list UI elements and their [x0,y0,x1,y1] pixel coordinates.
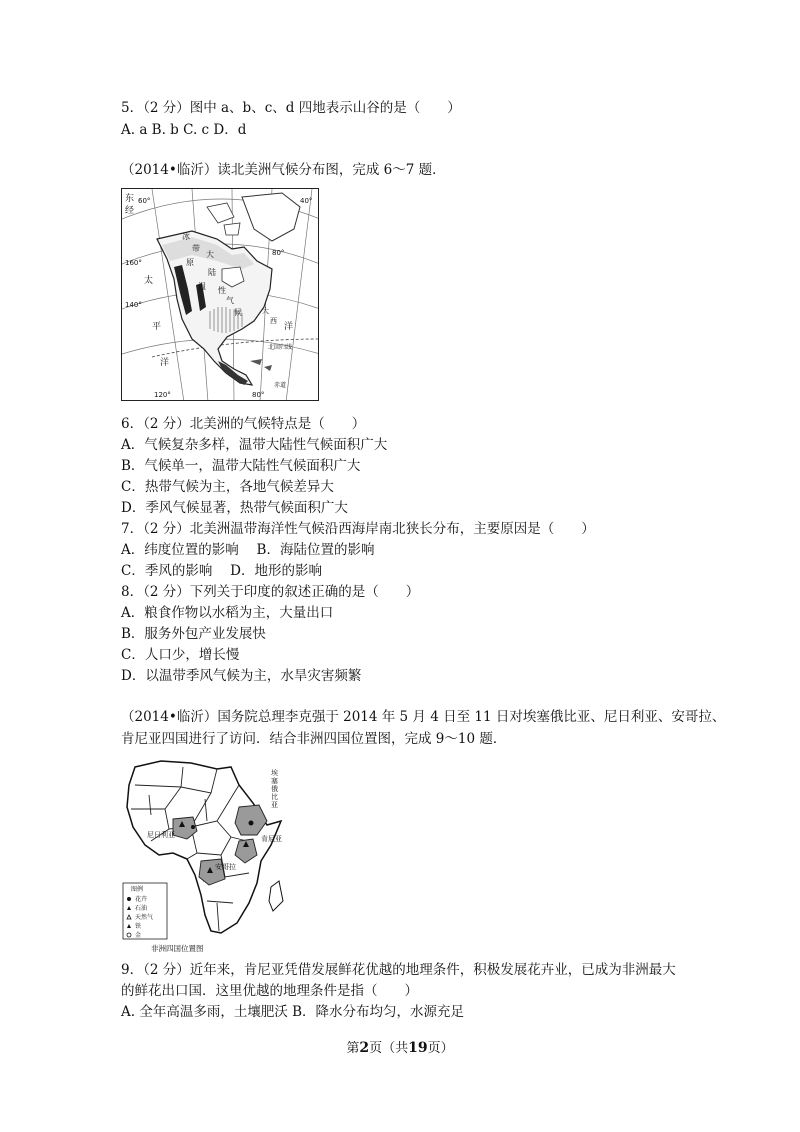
map-label: 气 [226,296,234,305]
footer-suffix: 页） [427,1041,454,1056]
q8-stem: 8．（2 分）下列关于印度的叙述正确的是（ ） [121,584,420,600]
map-label: 80° [272,249,285,257]
q8-option-d: D．以温带季风气候为主，水旱灾害频繁 [121,668,362,684]
intro-9-10-line1: （2014•临沂）国务院总理李克强于 2014 年 5 月 4 日至 11 日对埃塞俄比亚、尼日利亚、安哥拉、 [121,709,726,725]
q6-option-c: C．热带气候为主，各地气候差异大 [121,479,334,495]
map-label: 60° [138,197,151,205]
q6-option-d: D．季风气候显著，热带气候面积广大 [121,500,348,516]
tropic-label: 北回归线 [268,344,293,351]
page-footer [0,1037,800,1056]
q9-stem-line2: 的鲜花出口国．这里优越的地理条件是指（ ） [121,983,418,999]
map-label: 性 [218,286,226,295]
q9-options: A. 全年高温多雨，土壤肥沃 B．降水分布均匀，水源充足 [121,1004,465,1020]
q6-option-a: A．气候复杂多样，温带大陆性气候面积广大 [121,437,388,453]
map-label: 平 [152,322,162,332]
q9-stem-line1: 9．（2 分）近年来，肯尼亚凭借发展鲜花优越的地理条件，积极发展花卉业，已成为非洲最大 [121,962,676,978]
q6-stem: 6．（2 分）北美洲的气候特点是（ ） [121,416,366,432]
africa-four-countries-map [121,755,293,955]
map-label: 160° [125,259,142,267]
map-legend [123,883,167,939]
footer-page-number: 2 [359,1040,370,1056]
footer-prefix: 第 [346,1041,360,1056]
q6-option-b: B．气候单一，温带大陆性气候面积广大 [121,458,361,474]
label-kenya: 肯尼亚 [261,835,282,843]
legend-item: 铁 [135,923,142,930]
map-label: 120° [154,391,171,399]
q8-option-c: C．人口少，增长慢 [121,647,240,663]
map-label: 大 [262,307,269,315]
map-label: 大 [206,250,214,259]
map-label: 东 [125,194,135,204]
q5-options: A. a B. b C. c D．d [121,122,247,138]
q7-stem: 7．（2 分）北美洲温带海洋性气候沿西海岸南北狭长分布，主要原因是（ ） [121,521,595,537]
north-america-climate-map [121,188,319,401]
flower-icon [127,897,131,901]
q7-option-ab: A．纬度位置的影响 B．海陆位置的影响 [121,542,375,558]
q8-option-b: B．服务外包产业发展快 [121,626,266,642]
q8-option-a: A．粮食作物以水稻为主，大量出口 [121,605,334,621]
map-label: 温 [198,282,206,291]
equator-label: 赤道 [274,382,287,389]
map-label: 洋 [160,358,170,368]
label-angola: 安哥拉 [215,863,236,871]
map-label: 冰 [182,232,190,241]
map-label: 原 [186,258,194,267]
footer-total-pages: 19 [408,1040,428,1056]
legend-item: 石油 [135,905,148,912]
map-label: 洋 [284,322,294,332]
map-label: 陆 [208,268,216,277]
label-ethiopia: 埃塞俄比亚 [271,769,278,809]
legend-item: 金 [135,932,142,939]
q5-stem: 5．（2 分）图中 a、b、c、d 四地表示山谷的是（ ） [121,100,461,116]
legend-item: 天然气 [135,914,154,921]
map-label: 80° [252,391,265,399]
map-label: 40° [300,197,313,205]
map-caption: 非洲四国位置图 [151,944,204,953]
intro-9-10-line2: 肯尼亚四国进行了访问．结合非洲四国位置图，完成 9～10 题． [121,731,507,747]
map-label: 太 [144,276,154,286]
legend-item: 花卉 [135,896,148,903]
footer-mid: 页（共 [369,1041,409,1056]
intro-6-7: （2014•临沂）读北美洲气候分布图，完成 6～7 题． [121,162,446,178]
map-label: 西 [270,317,277,325]
q7-option-cd: C．季风的影响 D．地形的影响 [121,563,322,579]
map-label: 140° [125,301,142,309]
map-label: 带 [192,244,200,253]
label-nigeria: 尼日利亚 [147,831,175,839]
legend-title: 图例 [131,886,144,893]
map-label: 候 [234,308,242,317]
map-label: 经 [125,206,135,216]
